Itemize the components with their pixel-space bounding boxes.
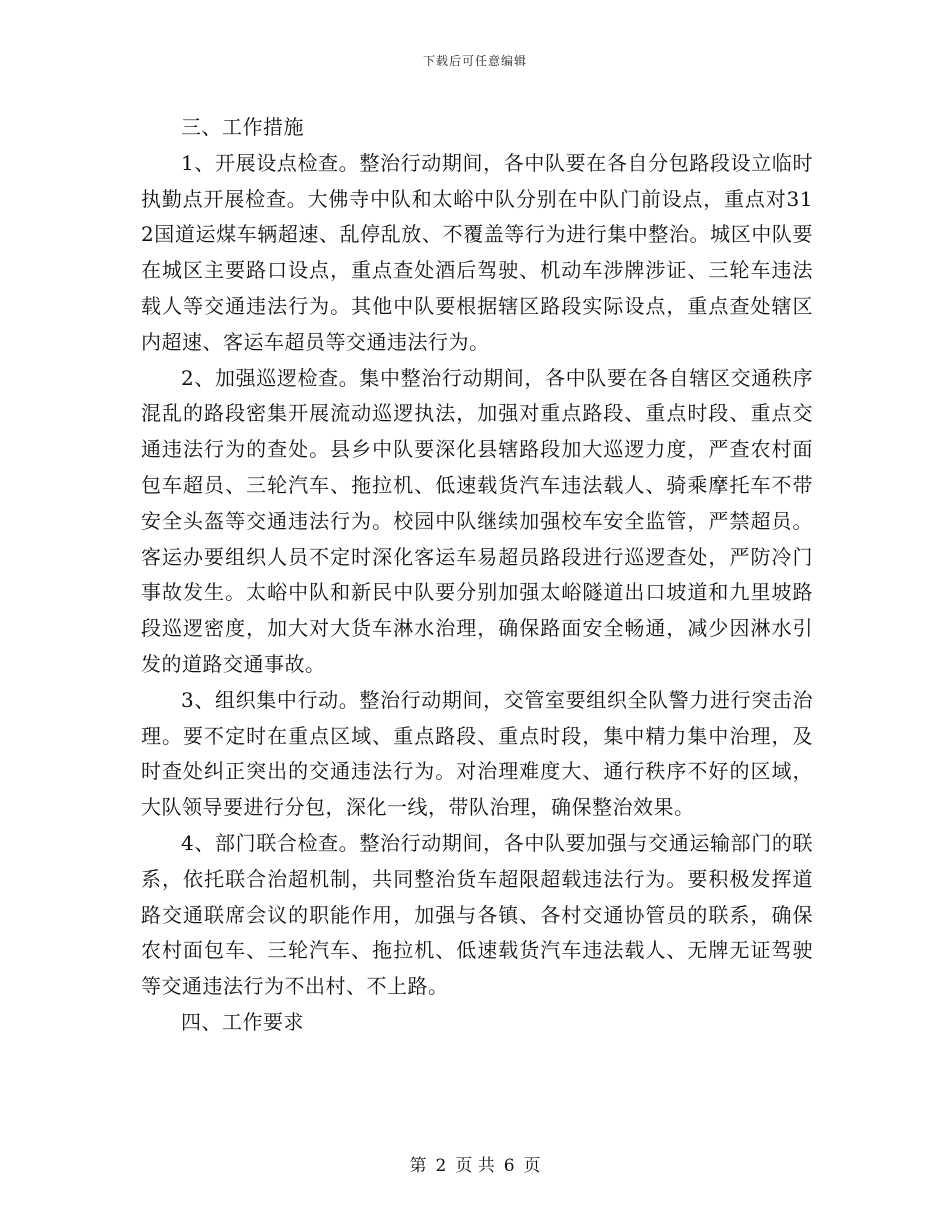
- document-body: [141, 110, 813, 1041]
- footer-page-number: 2: [435, 1156, 447, 1176]
- paragraph-measure-3: 3、组织集中行动。整治行动期间，交管室要组织全队警力进行突击治理。要不定时在重点区域、重点路段、重点时段，集中精力集中治理，及时查处纠正突出的交通违法行为。对治理难度大、通行秩序不好的区域，大队领导要进行分包，深化一线，带队治理，确保整治效果。: [141, 687, 813, 820]
- section-heading-four: 四、工作要求: [181, 1009, 304, 1034]
- paragraph-measure-4: 4、部门联合检查。整治行动期间，各中队要加强与交通运输部门的联系，依托联合治超机制，共同整治货车超限超载违法行为。要积极发挥道路交通联席会议的职能作用，加强与各镇、各村交通协管员的联系，确保农村面包车、三轮汽车、拖拉机、低速载货汽车违法载人、无牌无证驾驶等交通违法行为不出村、不上路。: [141, 830, 813, 999]
- footer-suffix: 页: [523, 1156, 541, 1176]
- footer-prefix: 第: [409, 1156, 427, 1176]
- paragraph-measure-2: 2、加强巡逻检查。集中整治行动期间，各中队要在各自辖区交通秩序混乱的路段密集开展流动巡逻执法，加强对重点路段、重点时段、重点交通违法行为的查处。县乡中队要深化县辖路段加大巡逻力度，严查农村面包车超员、三轮汽车、拖拉机、低速载货汽车违法载人、骑乘摩托车不带安全头盔等交通违法行为。校园中队继续加强校车安全监管，严禁超员。客运办要组织人员不定时深化客运车易超员路段进行巡逻查处，严防冷门事故发生。太峪中队和新民中队要分别加强太峪隧道出口坡道和九里坡路段巡逻密度，加大对大货车淋水治理，确保路面安全畅通，减少因淋水引发的道路交通事故。: [141, 365, 813, 676]
- paragraph-measure-1: 1、开展设点检查。整治行动期间，各中队要在各自分包路段设立临时执勤点开展检查。大佛寺中队和太峪中队分别在中队门前设点，重点对312国道运煤车辆超速、乱停乱放、不覆盖等行为进行集中整治。城区中队要在城区主要路口设点，重点查处酒后驾驶、机动车涉牌涉证、三轮车违法载人等交通违法行为。其他中队要根据辖区路段实际设点，重点查处辖区内超速、客运车超员等交通违法行为。: [141, 150, 813, 354]
- footer-total-pages: 6: [503, 1156, 515, 1176]
- footer-middle: 页 共: [455, 1156, 495, 1176]
- page-footer: [0, 1155, 950, 1177]
- page-header: 下载后可任意编辑: [422, 54, 527, 68]
- section-heading-three: 三、工作措施: [181, 115, 304, 139]
